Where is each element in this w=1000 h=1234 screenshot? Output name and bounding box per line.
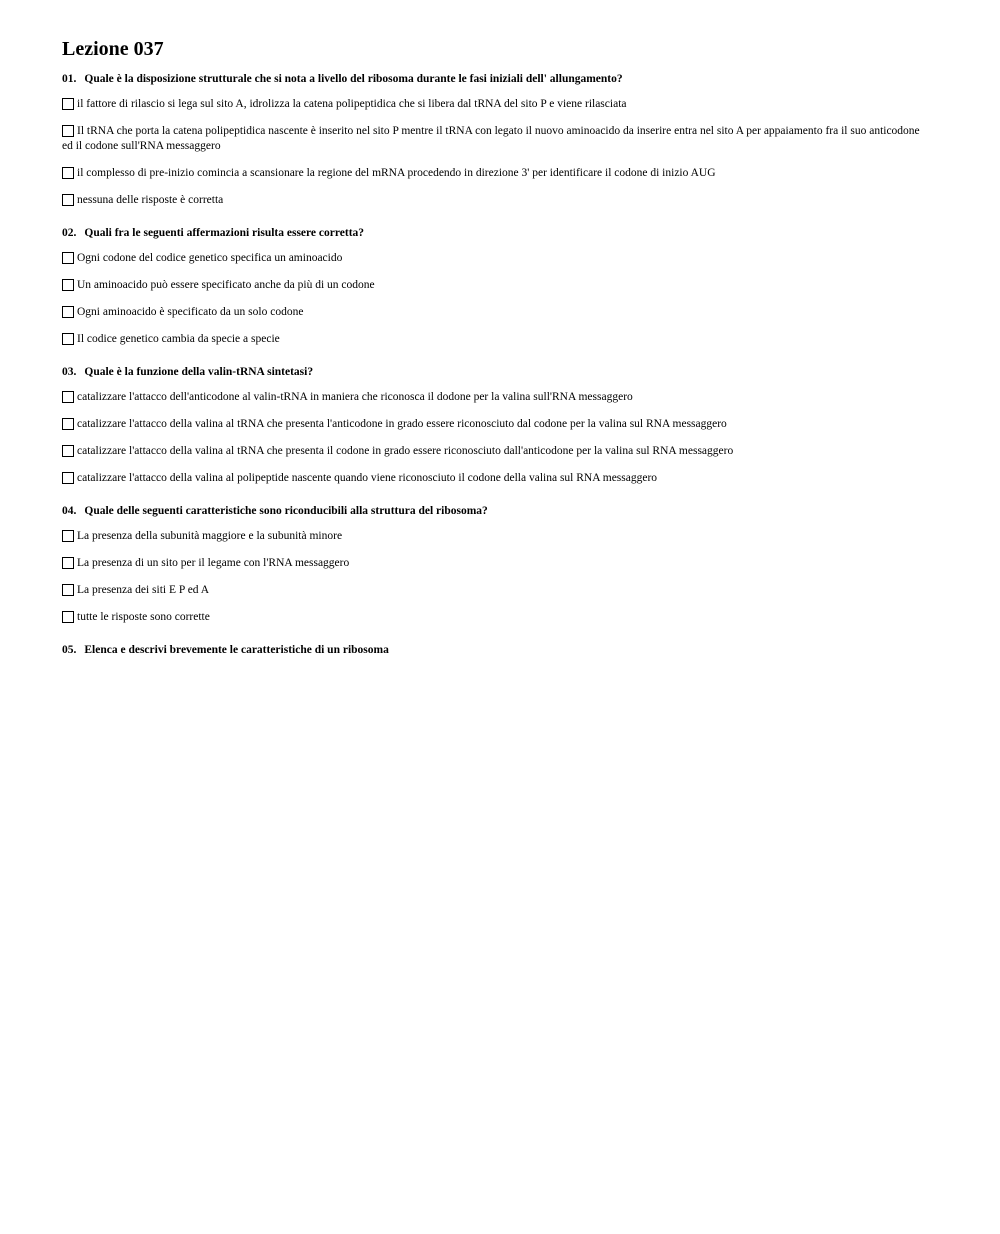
question-block bbox=[62, 643, 932, 658]
answer-text: il fattore di rilascio si lega sul sito A, idrolizza la catena polipeptidica che si libera dal tRNA del sito P e viene rilasciata bbox=[77, 98, 627, 110]
question-text: Quale è la disposizione strutturale che si nota a livello del ribosoma durante le fasi iniziali dell' allungamento? bbox=[84, 73, 623, 85]
answer-checkbox[interactable] bbox=[62, 306, 74, 318]
question-block bbox=[62, 504, 932, 625]
question-number: 02. bbox=[62, 227, 77, 239]
answer-text: Il codice genetico cambia da specie a specie bbox=[77, 333, 280, 345]
answer-text: catalizzare l'attacco della valina al tRNA che presenta il codone in grado essere riconosciuto dall'anticodone per la valina sul RNA messaggero bbox=[77, 445, 734, 457]
question-heading bbox=[62, 226, 932, 241]
answer-text: catalizzare l'attacco della valina al polipeptide nascente quando viene riconosciuto il codone della valina sul RNA messaggero bbox=[77, 472, 658, 484]
answer-text: La presenza dei siti E P ed A bbox=[77, 584, 210, 596]
question-number: 04. bbox=[62, 505, 77, 517]
answer-checkbox[interactable] bbox=[62, 252, 74, 264]
question-number: 01. bbox=[62, 73, 77, 85]
answer-text: La presenza della subunità maggiore e la subunità minore bbox=[77, 530, 343, 542]
answer-text: catalizzare l'attacco della valina al tRNA che presenta l'anticodone in grado essere riconosciuto dal codone per la valina sul RNA messaggero bbox=[77, 418, 727, 430]
answer-checkbox[interactable] bbox=[62, 194, 74, 206]
question-number: 05. bbox=[62, 644, 77, 656]
answer-checkbox[interactable] bbox=[62, 584, 74, 596]
answer-option bbox=[62, 417, 932, 432]
answer-checkbox[interactable] bbox=[62, 125, 74, 137]
answer-checkbox[interactable] bbox=[62, 611, 74, 623]
answer-option bbox=[62, 278, 932, 293]
question-heading bbox=[62, 72, 932, 87]
answer-checkbox[interactable] bbox=[62, 333, 74, 345]
answer-text: il complesso di pre-inizio comincia a scansionare la regione del mRNA procedendo in direzione 3' per identificare il codone di inizio AUG bbox=[77, 167, 716, 179]
answer-checkbox[interactable] bbox=[62, 418, 74, 430]
question-text: Quale delle seguenti caratteristiche sono riconducibili alla struttura del ribosoma? bbox=[84, 505, 488, 517]
question-block bbox=[62, 72, 932, 208]
quiz-page bbox=[62, 36, 932, 676]
answer-option bbox=[62, 529, 932, 544]
answer-checkbox[interactable] bbox=[62, 472, 74, 484]
answer-text: nessuna delle risposte è corretta bbox=[77, 194, 224, 206]
answer-text: Il tRNA che porta la catena polipeptidica nascente è inserito nel sito P mentre il tRNA con legato il nuovo aminoacido da inserire entra nel sito A per appaiamento fra il suo anticodone ed il codone sull'RNA messaggero bbox=[62, 125, 920, 152]
answer-option bbox=[62, 305, 932, 320]
answer-text: catalizzare l'attacco dell'anticodone al valin-tRNA in maniera che riconosca il dodone per la valina sull'RNA messaggero bbox=[77, 391, 633, 403]
question-text: Quale è la funzione della valin-tRNA sintetasi? bbox=[84, 366, 314, 378]
answer-option bbox=[62, 390, 932, 405]
question-text: Elenca e descrivi brevemente le caratteristiche di un ribosoma bbox=[84, 644, 389, 656]
answer-checkbox[interactable] bbox=[62, 391, 74, 403]
question-heading bbox=[62, 504, 932, 519]
answer-text: Un aminoacido può essere specificato anche da più di un codone bbox=[77, 279, 375, 291]
answer-option bbox=[62, 471, 932, 486]
answer-option bbox=[62, 166, 932, 181]
answer-option bbox=[62, 583, 932, 598]
answer-option bbox=[62, 251, 932, 266]
question-heading bbox=[62, 365, 932, 380]
answer-option bbox=[62, 610, 932, 625]
answer-checkbox[interactable] bbox=[62, 557, 74, 569]
answer-option bbox=[62, 97, 932, 112]
question-heading bbox=[62, 643, 932, 658]
answer-text: Ogni codone del codice genetico specifica un aminoacido bbox=[77, 252, 343, 264]
answer-option bbox=[62, 332, 932, 347]
answer-text: Ogni aminoacido è specificato da un solo codone bbox=[77, 306, 304, 318]
answer-checkbox[interactable] bbox=[62, 98, 74, 110]
answer-checkbox[interactable] bbox=[62, 445, 74, 457]
answer-text: tutte le risposte sono corrette bbox=[77, 611, 210, 623]
answer-text: La presenza di un sito per il legame con l'RNA messaggero bbox=[77, 557, 350, 569]
answer-option bbox=[62, 444, 932, 459]
answer-checkbox[interactable] bbox=[62, 167, 74, 179]
question-block bbox=[62, 365, 932, 486]
question-number: 03. bbox=[62, 366, 77, 378]
answer-option bbox=[62, 556, 932, 571]
answer-option bbox=[62, 124, 932, 154]
page-title: Lezione 037 bbox=[62, 38, 164, 60]
answer-checkbox[interactable] bbox=[62, 530, 74, 542]
answer-option bbox=[62, 193, 932, 208]
question-text: Quali fra le seguenti affermazioni risulta essere corretta? bbox=[84, 227, 365, 239]
answer-checkbox[interactable] bbox=[62, 279, 74, 291]
question-block bbox=[62, 226, 932, 347]
